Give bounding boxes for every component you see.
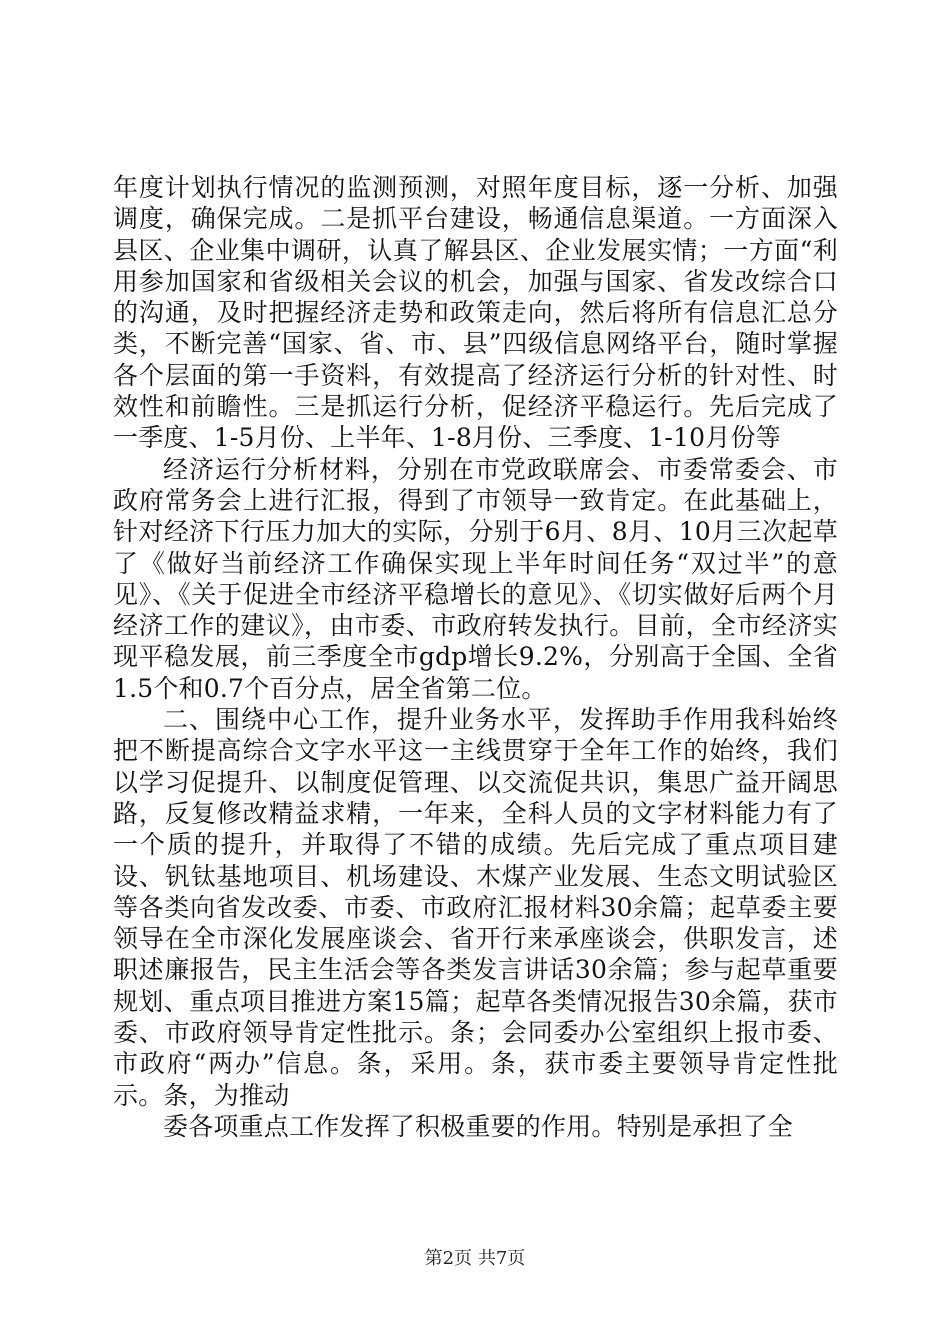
paragraph-4: 委各项重点工作发挥了积极重要的作用。特别是承担了全 (163, 1111, 794, 1141)
paragraph-1: 年度计划执行情况的监测预测，对照年度目标，逐一分析、加强调度，确保完成。二是抓平台建设，畅通信息渠道。一方面深入县区、企业集中调研，认真了解县区、企业发展实情；一方面“利用参加国家和省级相关会议的机会，加强与国家、省发改综合口的沟通，及时把握经济走势和政策走向，然后将所有信息汇总分类，不断完善“国家、省、市、县”四级信息网络平台，随时掌握各个层面的第一手资料，有效提高了经济运行分析的针对性、时效性和前瞻性。三是抓运行分析，促经济平稳运行。先后完成了一季度、1-5月份、上半年、1-8月份、三季度、1-10月份等 (113, 173, 838, 453)
document-body (113, 172, 838, 1142)
paragraph-3: 二、围绕中心工作，提升业务水平，发挥助手作用我科始终把不断提高综合文字水平这一主线贯穿于全年工作的始终，我们以学习促提升、以制度促管理、以交流促共识，集思广益开阔思路，反复修改精益求精，一年来，全科人员的文字材料能力有了一个质的提升，并取得了不错的成绩。先后完成了重点项目建设、钒钛基地项目、机场建设、木煤产业发展、生态文明试验区等各类向省发改委、市委、市政府汇报材料30余篇；起草委主要领导在全市深化发展座谈会、省开行来承座谈会，供职发言，述职述廉报告，民主生活会等各类发言讲话30余篇；参与起草重要规划、重点项目推进方案15篇；起草各类情况报告30余篇，获市委、市政府领导肯定性批示。条；会同委办公室组织上报市委、市政府“两办”信息。条，采用。条，获市委主要领导肯定性批示。条，为推动 (113, 705, 838, 1110)
paragraph-2: 经济运行分析材料，分别在市党政联席会、市委常委会、市政府常务会上进行汇报，得到了市领导一致肯定。在此基础上，针对经济下行压力加大的实际，分别于6月、8月、10月三次起草了《做好当前经济工作确保实现上半年时间任务“双过半”的意见》、《关于促进全市经济平稳增长的意见》、《切实做好后两个月经济工作的建议》，由市委、市政府转发执行。目前，全市经济实现平稳发展，前三季度全市gdp增长9.2%，分别高于全国、全省1.5个和0.7个百分点，居全省第二位。 (113, 454, 838, 703)
page-number-footer: 第2页 共7页 (424, 1248, 526, 1269)
